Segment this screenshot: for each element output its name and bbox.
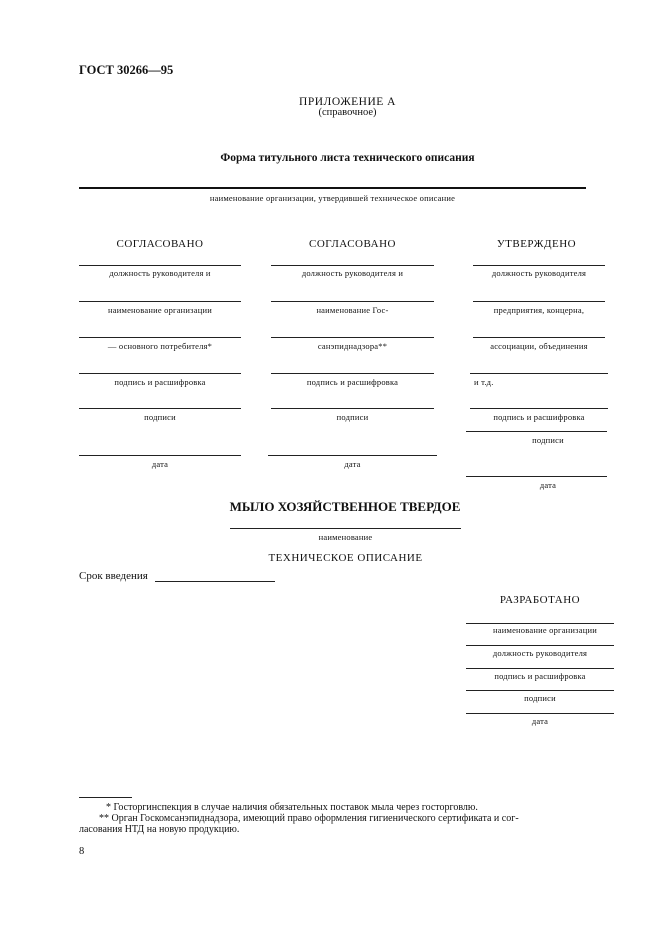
column-2-heading: СОГЛАСОВАНО bbox=[309, 238, 396, 250]
column-3-line-2 bbox=[473, 301, 605, 302]
column-2-caption-3: санэпиднадзора** bbox=[317, 341, 388, 351]
developed-caption-1: наименование организации bbox=[493, 625, 597, 635]
column-2-line-5 bbox=[271, 408, 434, 409]
column-1-line-6 bbox=[79, 455, 241, 456]
standard-number: ГОСТ 30266—95 bbox=[79, 63, 174, 77]
column-3-caption-2: предприятия, концерна, bbox=[493, 305, 585, 315]
column-3-line-7 bbox=[466, 476, 607, 477]
column-1-line-2 bbox=[79, 301, 241, 302]
column-3-caption-4: и т.д. bbox=[474, 377, 494, 387]
page-number: 8 bbox=[79, 846, 85, 857]
column-1-line-1 bbox=[79, 265, 241, 266]
footnote-2-line-2: ласования НТД на новую продукцию. bbox=[79, 824, 240, 835]
column-1-caption-5: подписи bbox=[144, 412, 176, 422]
column-1-caption-3: — основного потребителя* bbox=[107, 341, 213, 351]
intro-date-label: Срок введения bbox=[79, 570, 148, 582]
column-3-caption-1: должность руководителя bbox=[491, 268, 587, 278]
footnote-1: * Госторгинспекция в случае наличия обязательных поставок мыла через госторговлю. bbox=[106, 802, 478, 813]
column-3-line-6 bbox=[466, 431, 607, 432]
column-1-caption-1: должность руководителя и bbox=[109, 268, 211, 278]
developed-line-5 bbox=[466, 713, 614, 714]
column-1-line-3 bbox=[79, 337, 241, 338]
developed-heading: РАЗРАБОТАНО bbox=[499, 594, 581, 606]
column-2-line-6 bbox=[268, 455, 437, 456]
column-2-caption-6: дата bbox=[344, 459, 361, 469]
developed-line-2 bbox=[466, 645, 614, 646]
column-3-caption-3: ассоциации, объединения bbox=[490, 341, 588, 351]
column-2-caption-2: наименование Гос- bbox=[316, 305, 389, 315]
product-line bbox=[230, 528, 461, 529]
developed-caption-2: должность руководителя bbox=[492, 648, 588, 658]
column-1-line-4 bbox=[79, 373, 241, 374]
appendix-title: ПРИЛОЖЕНИЕ А bbox=[299, 96, 396, 108]
product-caption: наименование bbox=[318, 532, 373, 542]
developed-line-4 bbox=[466, 690, 614, 691]
column-2-caption-4: подпись и расшифровка bbox=[306, 377, 399, 387]
column-2-line-3 bbox=[271, 337, 434, 338]
column-1-line-5 bbox=[79, 408, 241, 409]
column-1-caption-2: наименование организации bbox=[108, 305, 212, 315]
developed-line-1 bbox=[466, 623, 614, 624]
column-2-line-2 bbox=[271, 301, 434, 302]
column-3-line-3 bbox=[473, 337, 605, 338]
footnote-2-line-1: ** Орган Госкомсанэпиднадзора, имеющий право оформления гигиенического сертификата и сог- bbox=[99, 813, 519, 824]
developed-caption-3: подпись и расшифровка bbox=[494, 671, 586, 681]
form-title: Форма титульного листа технического описания bbox=[220, 152, 475, 164]
column-2-caption-1: должность руководителя и bbox=[301, 268, 404, 278]
appendix-subtitle: (справочное) bbox=[318, 107, 377, 118]
developed-line-3 bbox=[466, 668, 614, 669]
column-3-caption-5: подпись и расшифровка bbox=[493, 412, 585, 422]
column-3-heading: УТВЕРЖДЕНО bbox=[496, 238, 577, 250]
column-2-line-1 bbox=[271, 265, 434, 266]
column-3-caption-7: дата bbox=[539, 480, 557, 490]
footnote-separator bbox=[79, 797, 132, 798]
column-3-line-4 bbox=[470, 373, 608, 374]
developed-caption-5: дата bbox=[531, 716, 549, 726]
organization-caption: наименование организации, утвердившей техническое описание bbox=[209, 193, 456, 203]
column-3-line-5 bbox=[470, 408, 608, 409]
column-3-line-1 bbox=[473, 265, 605, 266]
column-2-line-4 bbox=[271, 373, 434, 374]
intro-date-line bbox=[155, 581, 275, 582]
column-1-heading: СОГЛАСОВАНО bbox=[116, 238, 204, 250]
column-1-caption-6: дата bbox=[151, 459, 169, 469]
column-3-caption-6: подписи bbox=[532, 435, 564, 445]
column-1-caption-4: подпись и расшифровка bbox=[114, 377, 206, 387]
organization-line bbox=[79, 187, 586, 189]
product-title: МЫЛО ХОЗЯЙСТВЕННОЕ ТВЕРДОЕ bbox=[229, 499, 461, 514]
document-type: ТЕХНИЧЕСКОЕ ОПИСАНИЕ bbox=[268, 552, 423, 564]
developed-caption-4: подписи bbox=[524, 693, 556, 703]
column-2-caption-5: подписи bbox=[336, 412, 369, 422]
